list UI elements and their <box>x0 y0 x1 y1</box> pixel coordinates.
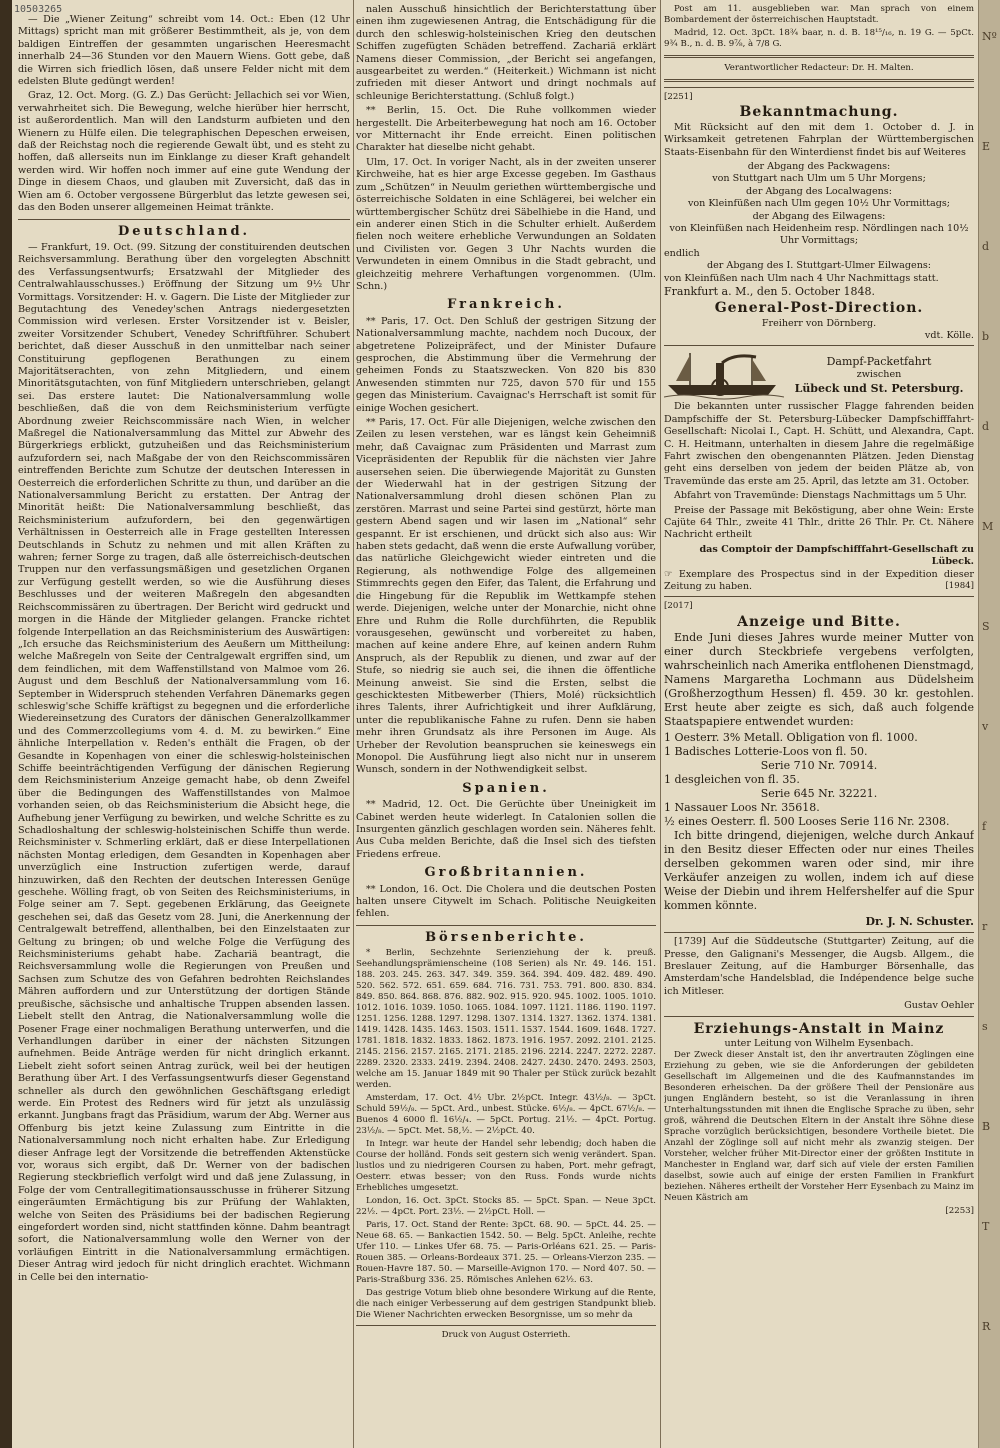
ad-item: Serie 710 Nr. 70914. <box>760 759 878 773</box>
ad-line: von Stuttgart nach Ulm um 5 Uhr Morgens; <box>712 173 926 185</box>
edge-fragment: Nº <box>982 30 997 43</box>
ad-title: Anzeige und Bitte. <box>737 613 901 630</box>
edge-fragment: d <box>982 240 990 253</box>
ad-bekanntmachung <box>664 87 974 342</box>
exchange-berlin: * Berlin, Sechzehnte Serienziehung der k. preuß. Seehandlungsprämienscheine (108 Serien) als Nr. 49. 146. 151. 188. 203. 245. 263. 347. 349. 359. 364. 394. 409. 482. 489. 490. 520. 562. 572. 651. 659. 684. 716. 731. 753. 791. 800. 830. 834. 849. 850. 864. 868. 876. 882. 902. 915. 920. 945. 1002. 1005. 1010. 1012. 1016. 1039. 1050. 1065. 1084. 1097. 1121. 1186. 1190. 1197. 1251. 1256. 1288. 1297. 1298. 1307. 1314. 1327. 1362. 1374. 1381. 1419. 1428. 1435. 1463. 1503. 1511. 1537. 1544. 1609. 1648. 1727. 1781. 1818. 1832. 1833. 1862. 1873. 1916. 1957. 2092. 2101. 2125. 2145. 2156. 2157. 2165. 2171. 2185. 2196. 2214. 2247. 2272. 2287. 2289. 2320. 2333. 2419. 2394. 2408. 2427. 2430. 2470. 2493. 2503, welche am 15. Januar 1849 mit 90 Thaler per Stück zurück bezahlt werden. <box>356 948 656 1091</box>
edge-fragment: R <box>982 1320 991 1333</box>
edge-fragment: v <box>982 720 989 733</box>
ad-erziehungsanstalt <box>664 1016 974 1218</box>
ad-line: von Kleinfüßen nach Ulm nach 4 Uhr Nachmittags statt. <box>664 272 939 284</box>
section-heading-grossbritannien: Großbritannien. <box>424 865 588 881</box>
edge-fragment: B <box>982 1120 991 1133</box>
ad-item: 1 desgleichen von fl. 35. <box>664 773 800 787</box>
ad-prospectus-text: Exemplare des Prospectus sind in der Expedition dieser Zeitung zu haben. <box>664 568 974 592</box>
ad-item: 1 Oesterr. 3% Metall. Obligation von fl. 1000. <box>664 731 918 745</box>
column-rule <box>660 0 661 1448</box>
ad-body: Die bekannten unter russischer Flagge fahrenden beiden Dampfschiffe der St. Petersburg-Lübecker Dampfschifffahrt-Gesellschaft: Nicolai I., Capt. H. Schütt, und Alexandra, Capt. C. H. Heitmann, unterhalten in diesem Jahre die regelmäßige Fahrt zwischen den obengenannten Plätzen. Jeden Dienstag geht eins derselben von jedem der beiden Plätze ab, von Travemünde das erste am 25. April, das letzte am 31. October. <box>664 401 974 487</box>
column-3 <box>664 4 974 1444</box>
edge-fragment: E <box>982 140 991 153</box>
article-paris-1: ** Paris, 17. Oct. Den Schluß der gestrigen Sitzung der Nationalversammlung machte, nachdem noch Ducoux, der abgetretene Polizeipräfect, und der Minister Dufaure gesprochen, die Abstimmung über die Vermehrung der geheimen Fonds zu Staatszwecken. Von 820 bis 830 Anwesenden stimmten nur 725, davon 570 für und 155 gegen das Ministerium. Cavaignac's Herrschaft ist somit für einige Wochen gesichert. <box>356 315 656 414</box>
section-heading-boersenberichte: Börsenberichte. <box>425 929 587 945</box>
section-heading-deutschland: Deutschland. <box>117 223 251 239</box>
ad-line: der Abgang des Eilwagens: <box>752 210 886 222</box>
article-wien: — Die „Wiener Zeitung“ schreibt vom 14. Oct.: Eben (12 Uhr Mittags) spricht man mit größerer Bestimmtheit, als je, von dem baldigen Eintreffen der gesammten ungarischen Heeresmacht innerhalb 24—36 Stunden vor den Mauern Wiens. Gott gebe, daß die Wirren sich friedlich lösen, daß unsere Felder nicht mit dem edelsten Blute gedüngt werden! <box>18 14 350 88</box>
ad-title: Erziehungs-Anstalt in Mainz <box>693 1020 945 1037</box>
edge-fragment: f <box>982 820 987 833</box>
ad-request: Ich bitte dringend, diejenigen, welche durch Ankauf in den Besitz dieser Effecten oder nur eines Theiles derselben gekommen waren oder sind, mir ihre Verkäufer anzeigen zu wollen, indem ich auf diese Weise der Diebin und ihrem Helfershelfer auf die Spur kommen könnte. <box>664 829 974 913</box>
adjacent-page-edge <box>978 0 1000 1448</box>
ad-number: [2253] <box>945 1206 974 1217</box>
news-continued: Post am 11. ausgeblieben war. Man sprach von einem Bombardement der österreichischen Hauptstadt. <box>664 4 974 25</box>
ad-dampf-packetfahrt <box>664 345 974 593</box>
section-heading-frankreich: Frankreich. <box>447 297 565 313</box>
ad-signature-name: Freiherr von Dörnberg. <box>761 317 877 329</box>
ad-prices: Preise der Passage mit Beköstigung, aber ohne Wein: Erste Cajüte 64 Thlr., zweite 41 Thlr., dritte 26 Thlr. Pr. Ct. Nähere Nachricht ertheilt <box>664 504 974 541</box>
ad-line: endlich <box>664 247 700 259</box>
ad-body: Der Zweck dieser Anstalt ist, den ihr anvertrauten Zöglingen eine Erziehung zu geben, wie sie die Anforderungen der gebildeten Gesellschaft im Allgemeinen und die des Kaufmannstandes im Besonderen erheischen. Da der größere Theil der Pensionäre aus jungen Engländern besteht, so ist die Veranlassung in ihren Unterhaltungsstunden mit ihnen die Englische Sprache zu üben, sehr groß, während die Deutschen Eltern in der Anstalt ihre Söhne diese Sprache vorzüglich berücksichtigen, besondere Vortheile bietet. Die Anzahl der Zöglinge soll auf nicht mehr als zwanzig steigen. Der Vorsteher, welcher früher Mit-Director einer der größten Institute in Manchester in England war, darf sich auf viele der ersten Familien daselbst, sowie auch auf einige der ersten Familien in Frankfurt beziehen. Näheres ertheilt der Vorsteher Herr Eysenbach zu Mainz im Neuen Kästrich am <box>664 1050 974 1204</box>
column-1 <box>18 4 350 1444</box>
left-page-edge <box>0 0 12 1448</box>
article-frankfurt: — Frankfurt, 19. Oct. (99. Sitzung der constituirenden deutschen Reichsversammlung. Berathung über den vorgelegten Abschnitt des Verfassungsentwurfs; Ersatzwahl der Mitglieder des Centralwahlausschusses.) Eröffnung der Sitzung um 9½ Uhr Vormittags. Vorsitzender: H. v. Gagern. Die Liste der Mitglieder zur Begutachtung des Venedey'schen Antrags niedergesetzten Commission wird verlesen. Erster Vorsitzender ist v. Beisler, zweiter Vorsitzender Schubert, Venedey Schriftführer. Schubert berichtet, daß dieser Ausschuß in den unmittelbar nach seiner Constituirung gepflogenen Berathungen zu einem Majoritätserachten, von zehn Mitgliedern, und einem Minoritätsgutachten, von fünf Mitgliedern unterschrieben, gelangt sei. Das erstere lautet: Die Nationalversammlung wolle beschließen, daß die von dem Reichsministerium verfügte Abordnung zweier Reichscommissäre nach Wien, in welcher Maßregel die Nationalversammlung das Mittel zur Abwehr des Bürgerkriegs erblickt, gutzuheißen und das Reichsministerium aufzufordern sei, nach Maßgabe der von den Reichscommissären eintreffenden Berichte zum Schutze der deutschen Interessen in Oesterreich die erforderlichen Schritte zu thun, und darüber an die Nationalversammlung Bericht zu erstatten. Der Antrag der Minorität heißt: Die Nationalversammlung beschließt, das Reichsministerium aufzufordern, bei den gegenwärtigen Verhältnissen in Oesterreich alle in Frage gestellten Interessen Deutschlands in Schutz zu nehmen und mit allen Kräften zu wahren; ferner Sorge zu tragen, daß alle österreichisch-deutschen Truppen nur den verfassungsmäßigen und gesetzlichen Organen zur Verfügung gestellt werden, so wie die Ausführung dieses Beschlusses und der weiteren Maßregeln den abgesandten Reichscommissären zu übertragen. Der Bericht wird gedruckt und morgen in die Hände der Mitglieder gelangen. Francke richtet folgende Interpellation an das Reichsministerium des Auswärtigen: „Ich ersuche das Reichsministerium des Aeußern um Mittheilung: welche Maßregeln von Seite der Centralgewalt ergriffen sind, um dem feindlichen, mit dem Waffenstillstand von Malmoe vom 26. August und dem Beschluß der Nationalversammlung vom 16. September in Widerspruch stehenden Verfahren Dänemarks gegen schleswig'sche Schiffe kräftigst zu begegnen und die erforderliche Wiedereinsetzung des Curators der dänischen Generalzollkammer und des Commerzcollegiums vom 4. d. M. zu bewirken.“ Eine ähnliche Interpellation v. Reden's enthält die Fragen, ob der Gesandte in Kopenhagen von einer die schleswig-holsteinischen Schiffe beeinträchtigenden Verfügung der dänischen Regierung dem Reichsministerium Anzeige gemacht habe, ob denn Zweifel über die Bedingungen des Waffenstillstandes von Malmoe vorhanden seien, ob das Reichsministerium die Absicht hege, die Aufhebung jener Verfügung zu bewirken, und welche Schritte es zu Schadloshaltung der schleswig-holsteinischen Schiffe thun werde. Reichsminister v. Schmerling erklärt, daß er diese Interpellationen nächsten Montag erledigen, dem Gesandten in Kopenhagen aber unverzüglich eine Instruction zufertigen werde, darauf hinzuwirken, daß den Rechten der deutschen Interessen Genüge geschehe. Wölling fragt, ob von Seiten des Reichsministeriums, in Folge seiner am 7. Sept. gegebenen Erklärung, das Geeignete geschehen sei, daß das Gesetz vom 28. Juni, die Anerkennung der Centralgewalt betreffend, allenthalben, bei den Einzelstaaten zur Geltung zu bringen; ob und welche Folge die Verfügung des Reichsministeriums gehabt habe. Zachariä beantragt, die Reichsversammlung wolle die Regierungen von Preußen und Sachsen zum Schutze des von Gefahren bedrohten Reichslandes Mähren auffordern und zur Unterstützung der dortigen Stände preußische, sächsische und anhaltische Truppen absenden lassen. Liebelt stellt den Antrag, die Nationalversammlung wolle die Posener Frage einer nochmaligen Berathung unterwerfen, und die Verhandlungen darüber in einer der nächsten Sitzungen aufnehmen. Beide Anträge werden für nicht dringlich erkannt. Liebelt zieht sofort seinen Antrag zurück, weil bei der heutigen Berathung über Art. I des Verfassungsentwurfs dieser Gegenstand schneller als durch den gewöhnlichen Geschäftsgang erledigt werde. Ein Protest des Redners wird für jetzt als unzulässig erkannt. Jungbans fragt das Präsidium, warum der Abg. Werner aus Offenburg bis jetzt keine Zulassung zum Eintritte in die Nationalversammlung noch nicht erhalten habe. Zur Erledigung dieser Anfrage legt der Vorsitzende die betreffenden Aktenstücke vor, woraus sich ergibt, daß Dr. Werner von der badischen Regierung steckbrieflich verfolgt wird und daß jene Zulassung, in Folge der vom Centrallegitimationsausschusse in früherer Sitzung eingeräumten Ermächtigung bis zur Prüfung der Wahlakten, welche von Seiten des Präsidiums bei der badischen Regierung eingefordert worden sind, nicht stattfinden könne. Dahm beantragt sofort, die Nationalversammlung wolle den Werner von der vorläufigen Eintritt in die Nationalversammlung ermächtigen. Dieser Antrag wird jedoch für nicht dringlich erachtet. Wichmann in Celle bei den internatio- <box>18 241 350 1283</box>
ad-route: Lübeck und St. Petersburg. <box>794 381 964 395</box>
exchange-madrid: Madrid, 12. Oct. 3pCt. 18¾ baar, n. d. B. 18¹⁵/₁₆, n. 19 G. — 5pCt. 9¾ B., n. d. B. 9⅞, à 7/8 G. <box>664 28 974 49</box>
ad-item: ½ eines Oesterr. fl. 500 Looses Serie 116 Nr. 2308. <box>664 815 950 829</box>
pointing-hand-icon: ☞ <box>664 568 673 580</box>
ad-signature: Dr. J. N. Schuster. <box>865 915 974 929</box>
article-frankfurt-cont: nalen Ausschuß hinsichtlich der Berichterstattung über einen ihm zugewiesenen Antrag, die Entschädigung für die durch den schleswig-holsteinischen Krieg den deutschen Schiffen zugefügten Schäden betreffend. Zachariä erklärt Namens dieser Commission, „der Bericht sei angefangen, ausgearbeitet zu werden.“ (Heiterkeit.) Wichmann ist nicht zufrieden mit dieser Antwort und dringt nochmals auf schleunige Berichterstattung. (Schluß folgt.) <box>356 4 656 102</box>
ad-number: [2017] <box>664 601 693 612</box>
column-2 <box>356 4 656 1444</box>
ad-item: 1 Badisches Lotterie-Loos von fl. 50. <box>664 745 868 759</box>
ad-signature: das Comptoir der Dampfschifffahrt-Gesellschaft zu Lübeck. <box>699 543 974 568</box>
edge-fragment: r <box>982 920 988 933</box>
edge-fragment: S <box>982 620 990 633</box>
editor-line: Verantwortlicher Redacteur: Dr. H. Malten. <box>724 63 914 73</box>
ad-intro: Mit Rücksicht auf den mit dem 1. October d. J. in Wirksamkeit getretenen Fahrplan der Württembergischen Staats-Eisenbahn für den Winterdienst findet bis auf Weiteres <box>664 121 974 158</box>
section-heading-spanien: Spanien. <box>462 780 550 796</box>
ad-body: Ende Juni dieses Jahres wurde meiner Mutter von einer durch Steckbriefe vergebens verfolgten, wahrscheinlich nach Amerika entflohenen Dienstmagd, Namens Margaretha Lochmann aus Düdelsheim (Großherzogthum Hessen) fl. 459. 30 kr. gestohlen. Erst heute aber zeigte es sich, daß auch folgende Staatspapiere entwendet wurden: <box>664 631 974 729</box>
edge-fragment: b <box>982 330 990 343</box>
ad-line: der Abgang des I. Stuttgart-Ulmer Eilwagens: <box>706 260 932 272</box>
ad-signature-vdt: vdt. Kölle. <box>924 329 974 341</box>
edge-fragment: T <box>982 1220 990 1233</box>
edge-fragment: d <box>982 420 990 433</box>
divider <box>18 219 350 220</box>
divider <box>356 1325 656 1326</box>
edge-fragment: s <box>982 1020 988 1033</box>
exchange-london: London, 16. Oct. 3pCt. Stocks 85. — 5pCt. Span. — Neue 3pCt. 22½. — 4pCt. Port. 23½. — 2½pCt. Holl. — <box>356 1196 656 1218</box>
ad-title: Bekanntmachung. <box>739 104 899 121</box>
ad-anzeige-und-bitte <box>664 596 974 929</box>
ad-mitleser <box>664 932 974 1012</box>
exchange-paris: Paris, 17. Oct. Stand der Rente: 3pCt. 68. 90. — 5pCt. 44. 25. — Neue 68. 65. — Bankactien 1542. 50. — Belg. 5pCt. Anleihe, rechte Ufer 110. — Linkes Ufer 68. 75. — Paris-Orléans 621. 25. — Paris-Rouen 385. — Orleans-Bordeaux 371. 25. — Orleans-Vierzon 235. — Rouen-Havre 187. 50. — Marseille-Avignon 170. — Nord 407. 50. — Paris-Straßburg 336. 25. Römisches Anlehen 62½. 63. <box>356 1220 656 1286</box>
divider <box>664 55 974 58</box>
article-paris-2: ** Paris, 17. Oct. Für alle Diejenigen, welche zwischen den Zeilen zu lesen verstehen, war es längst kein Geheimniß mehr, daß Cavaignac zum Präsidenten und Marrast zum Vicepräsidenten der Republik für die nächsten vier Jahre ausersehen seien. Die überwiegende Majorität zu Gunsten der Wiederwahl hat in der gestrigen Sitzung der Nationalversammlung drohl diesen schönen Plan zu zerstören. Marrast und seine Partei sind gestürzt, hörte man gestern Abend sagen und wir lasen im „National“ sehr gespannt. Er ist erschienen, und drückt sich also aus: Wir haben stets gedacht, daß wenn die erste Aufwallung vorüber, das natürliche Gleichgewicht wieder eintreten und die Regierung, als nothwendige Folge des allgemeinen Stimmrechts gegen den Eifer, das Talent, die Erfahrung und die Hingebung für die Republik im Wettkampfe stehen werde. Diejenigen, welche unter der Monarchie, nicht ohne Ehre und Ruhm die Rolle durchführten, die Republik vorausgesehen, gewünscht und vorbereitet zu haben, machen auf keine andere Ehre, auf keinen andern Ruhm Anspruch, als der Republik zu dienen, und zwar auf der Stufe, so niedrig sie auch sei, die ihnen die öffentliche Meinung anweist. Sie sind die Ersten, selbst die geschicktesten Mitbewerber (Thiers, Molé) rücksichtlich ihres Talents, ihrer Aufrichtigkeit und ihrer Aufklärung, unter die republikanische Fahne zu rufen. Denn sie haben mehr ihren Grundsatz als ihre Personen im Auge. Als Urheber der Revolution beanspruchen sie keineswegs ein Monopol. Die Ausführung liegt also nicht nur in unserem Wunsch, sondern in der Nothwendigkeit selbst. <box>356 417 656 776</box>
ad-signature: Gustav Oehler <box>904 1000 974 1012</box>
ad-date: Frankfurt a. M., den 5. October 1848. <box>664 285 875 299</box>
edge-fragment: M <box>982 520 994 533</box>
ad-line: der Abgang des Localwagens: <box>746 185 892 197</box>
divider <box>664 79 974 82</box>
ad-title: Dampf-Packetfahrt <box>826 355 932 369</box>
ad-signature: General-Post-Direction. <box>714 300 924 317</box>
article-london: ** London, 16. Oct. Die Cholera und die deutschen Posten halten unsere Citywelt im Schach. Politische Neuigkeiten fehlen. <box>356 883 656 920</box>
article-berlin: ** Berlin, 15. Oct. Die Ruhe vollkommen wieder hergestellt. Die Arbeiterbewegung hat noch am 16. October vor Mitternacht ihr Ende erreicht. Einen politischen Charakter hat dieselbe nicht gehabt. <box>356 105 656 154</box>
ad-line: der Abgang des Packwagens: <box>747 161 891 173</box>
ad-item: 1 Nassauer Loos Nr. 35618. <box>664 801 820 815</box>
ad-number: [1984] <box>945 581 974 591</box>
ad-prospectus <box>664 569 974 594</box>
ad-departure: Abfahrt von Travemünde: Dienstags Nachmittags um 5 Uhr. <box>674 490 967 502</box>
printer-line: Druck von August Osterrieth. <box>441 1330 571 1341</box>
article-graz: Graz, 12. Oct. Morg. (G. Z.) Das Gerücht: Jellachich sei vor Wien, verwahrheitet sich. Die Bewegung, welche hierüber hier herrscht, ist außerordentlich. Man will den Landsturm aufbieten und den Wienern zu Hülfe eilen. Die telegraphischen Depeschen erweisen, daß der Reichstag noch die regierende Gewalt übt, und es steht zu hoffen, daß allerseits nun im Einklange zu dieser Kraft gehandelt werden wird. Wir hoffen noch immer auf eine gute Wendung der Dinge in diesem Chaos, und glauben mit Zuversicht, daß das in Wien am 6. October vergossene Bürgerblut das letzte gewesen sei, das den Boden unserer allgemeinen Heimat tränkte. <box>18 90 350 214</box>
ad-subtitle: unter Leitung von Wilhelm Eysenbach. <box>724 1038 914 1050</box>
exchange-amsterdam: Amsterdam, 17. Oct. 4½ Ubr. 2½pCt. Integr. 43½/₈. — 3pCt. Schuld 59½/₈. — 5pCt. Ard., unbest. Stücke. 6½/₈. — 4pCt. 67½/₈. — Buenos 4 6000 fl. 16½/₄. — 5pCt. Portug. 21½. — 4pCt. Portug. 23½/₈. — 5pCt. Met. 58,½. — 2½pCt. 40. <box>356 1093 656 1137</box>
article-madrid: ** Madrid, 12. Oct. Die Gerüchte über Uneinigkeit im Cabinet werden heute widerlegt. In Catalonien sollen die Insurgenten gänzlich geschlagen worden sein. Näheres fehlt. Aus Cuba melden Berichte, daß die Insel sich des tiefsten Friedens erfreue. <box>356 799 656 860</box>
column-rule <box>353 0 354 1448</box>
ad-subtitle: zwischen <box>856 369 902 381</box>
ad-body: [1739] Auf die Süddeutsche (Stuttgarter) Zeitung, auf die Presse, den Galignani's Messenger, die Augsb. Allgem., die Breslauer Zeitung, auf die Hamburger Börsenhalle, das Amsterdam'sche Handelsblad, die Indépendence belge suche ich Mitleser. <box>664 936 974 997</box>
ad-line: von Kleinfüßen nach Heidenheim resp. Nördlingen nach 10½ Uhr Vormittags; <box>669 223 969 247</box>
ad-item: Serie 645 Nr. 32221. <box>760 787 878 801</box>
exchange-paris-note: Das gestrige Votum blieb ohne besondere Wirkung auf die Rente, die nach einiger Verbesserung auf dem gestrigen Standpunkt blieb. Die Wiener Nachrichten erwecken Besorgnisse, um so mehr da <box>356 1288 656 1321</box>
article-ulm: Ulm, 17. Oct. In voriger Nacht, als in der zweiten unserer Kirchweihe, hat es hier arge Excesse gegeben. Im Gasthaus zum „Schützen“ in Neuulm geriethen württembergische und österreichische Soldaten in eine Schlägerei, bei welcher ein württembergischer Schütz drei Säbelhiebe in die Hand, und ein anderer einen Stich in die Schulter erhielt. Außerdem fielen noch weitere erhebliche Verwundungen an Soldaten und Civilisten vor. Gegen 3 Uhr Nachts wurden die Verwundeten in einem Omnibus in die Stadt gebracht, und gleichzeitig mehrere Verhaftungen vorgenommen. (Ulm. Schn.) <box>356 156 656 292</box>
ad-line: von Kleinfüßen nach Ulm gegen 10½ Uhr Vormittags; <box>687 198 951 210</box>
divider <box>356 925 656 926</box>
ad-number: [2251] <box>664 92 693 102</box>
exchange-amsterdam-note: In Integr. war heute der Handel sehr lebendig; doch haben die Course der holländ. Fonds seit gestern sich wenig verändert. Span. lustlos und zu niedrigeren Coursen zu haben, Port. mehr gefragt, Oesterr. etwas besser; von den Russ. Fonds wurde nichts Erhebliches umgesetzt. <box>356 1139 656 1194</box>
archive-id: 10503265 <box>14 4 63 15</box>
steamship-illustration <box>664 349 784 401</box>
